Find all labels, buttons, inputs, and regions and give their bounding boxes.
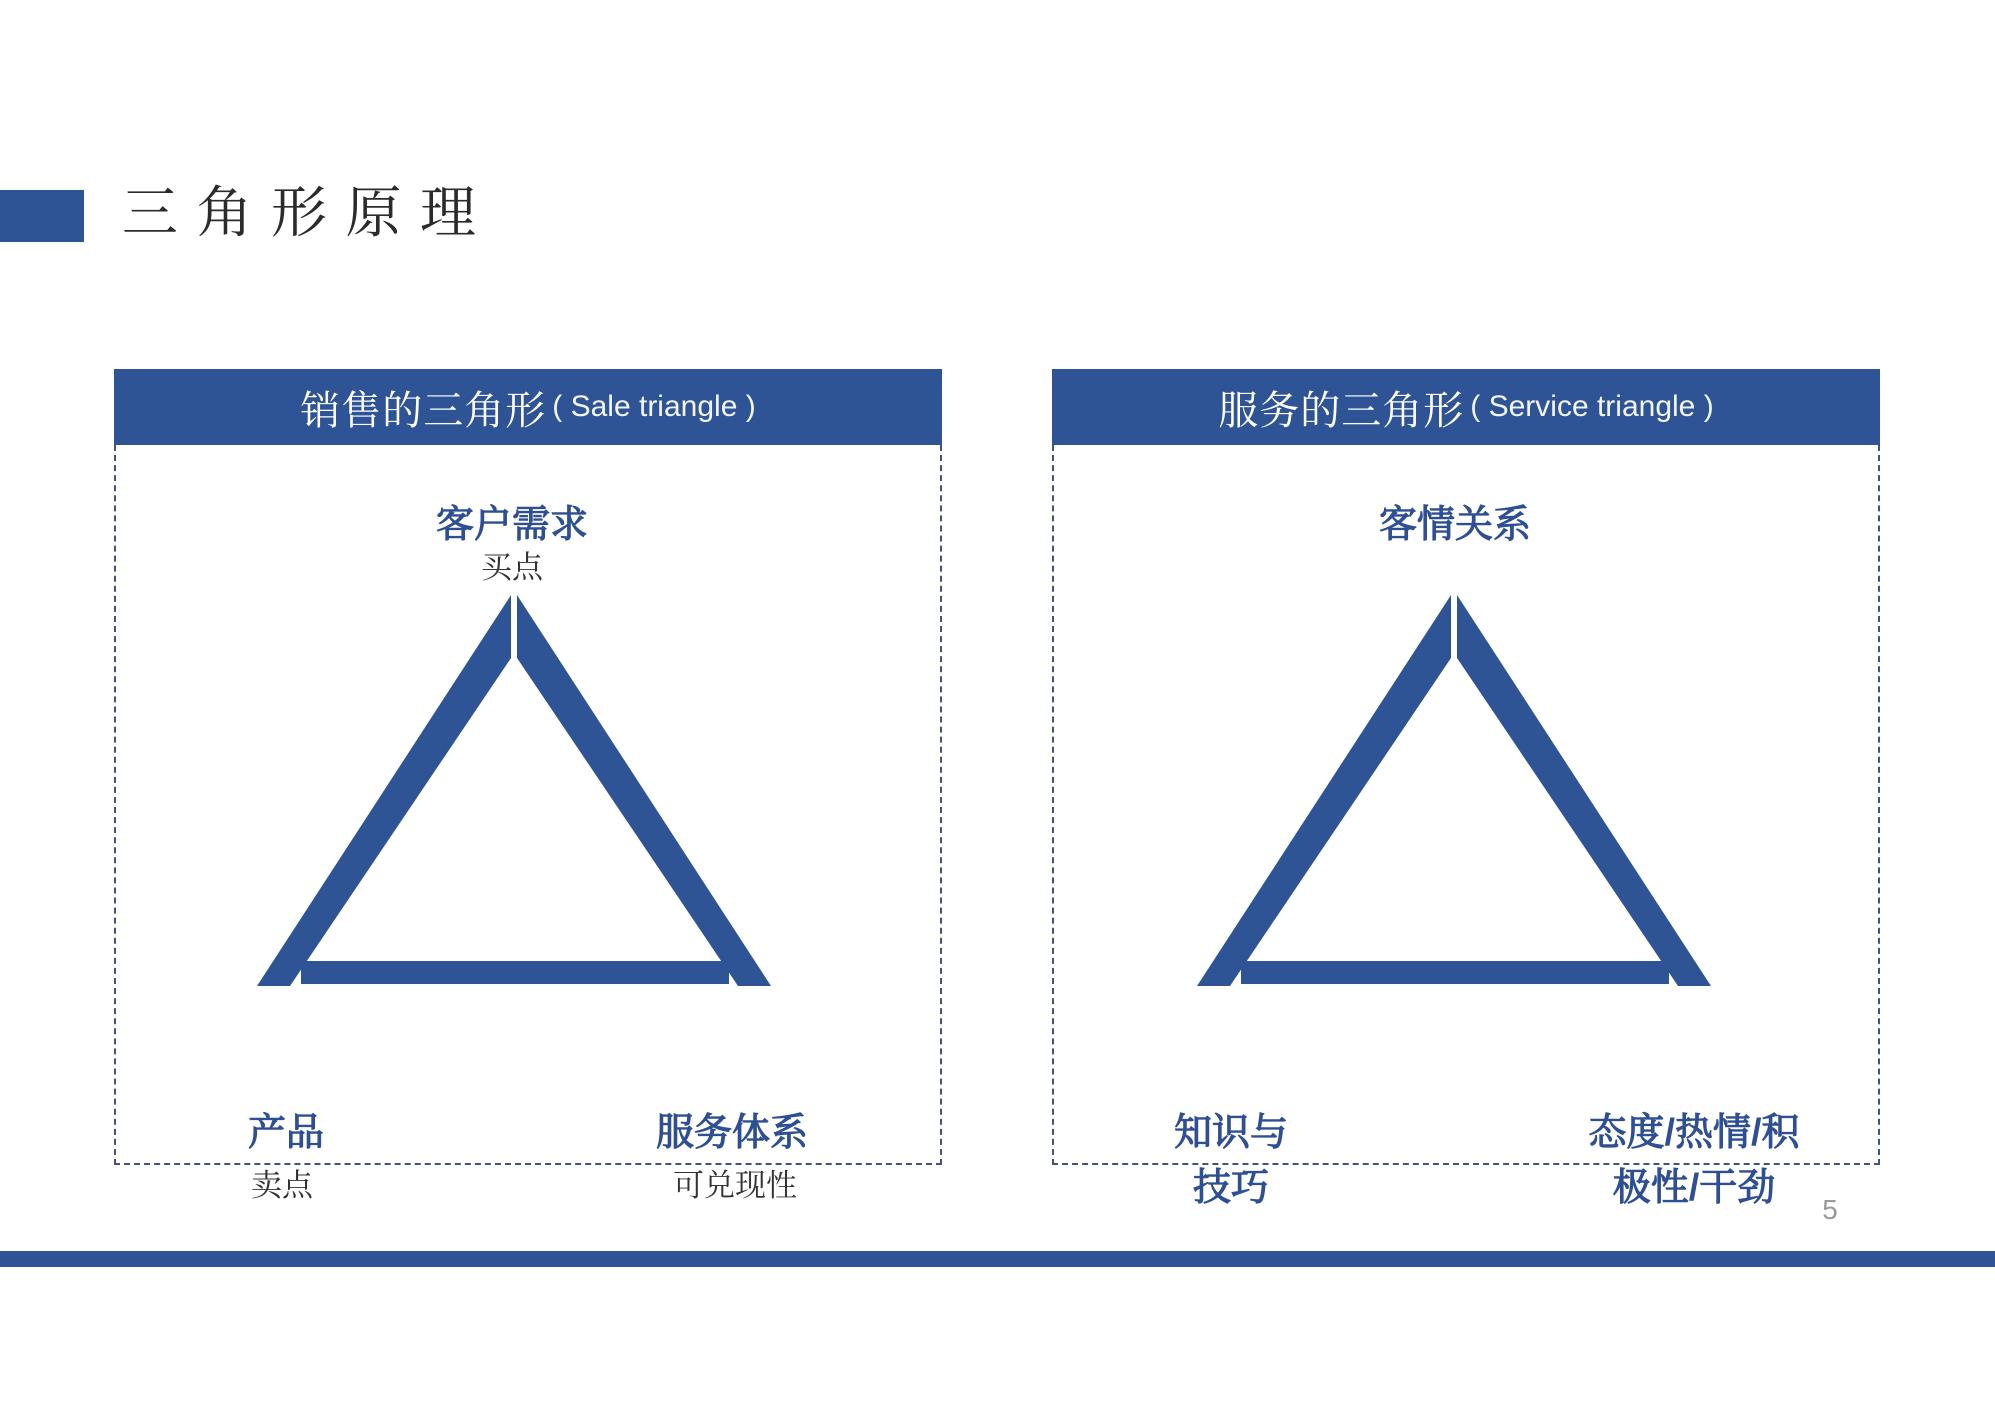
title-accent-bar (0, 190, 84, 242)
service-panel-header (1052, 369, 1880, 445)
service-triangle-left-side (1197, 595, 1451, 986)
page-number: 5 (1822, 1194, 1838, 1225)
sale-bottom-right-label: 服务体系 (655, 1112, 809, 1154)
sale-triangle-right-side (517, 595, 771, 986)
sale-panel-header (114, 369, 942, 445)
service-triangle-right-side (1457, 595, 1711, 986)
slide-title: 三角形原理 (122, 181, 495, 244)
sale-bottom-right-sublabel: 可兑现性 (673, 1168, 797, 1203)
sale-apex-label: 客户需求 (435, 504, 589, 546)
service-triangle-panel (1052, 369, 1880, 1209)
sale-panel-header-subtitle: ( Sale triangle ) (552, 390, 756, 423)
service-bottom-left-label-line1: 知识与 (1173, 1112, 1289, 1154)
sale-panel-body (114, 445, 942, 1203)
sale-panel-header-title: 销售的三角形 (300, 388, 547, 433)
footer-rule (0, 1251, 1995, 1267)
sale-triangle-base-bar (301, 961, 729, 984)
sale-apex-sublabel: 买点 (481, 550, 543, 585)
sale-triangle-diagram (254, 590, 774, 990)
service-bottom-right-label-line2: 极性/干劲 (1612, 1167, 1776, 1209)
service-panel-header-title: 服务的三角形 (1218, 388, 1465, 433)
service-apex-label: 客情关系 (1378, 504, 1532, 546)
sale-triangle-left-side (257, 595, 511, 986)
sale-triangle-panel (114, 369, 942, 1203)
sale-bottom-left-sublabel: 卖点 (251, 1168, 313, 1203)
service-bottom-right-label-line1: 态度/热情/积 (1588, 1112, 1800, 1154)
service-panel-body (1052, 445, 1880, 1209)
service-panel-header-subtitle: ( Service triangle ) (1470, 390, 1714, 423)
service-bottom-left-label-line2: 技巧 (1192, 1167, 1270, 1209)
sale-bottom-left-label: 产品 (247, 1112, 325, 1154)
service-triangle-diagram (1194, 590, 1714, 990)
service-triangle-base-bar (1241, 961, 1669, 984)
